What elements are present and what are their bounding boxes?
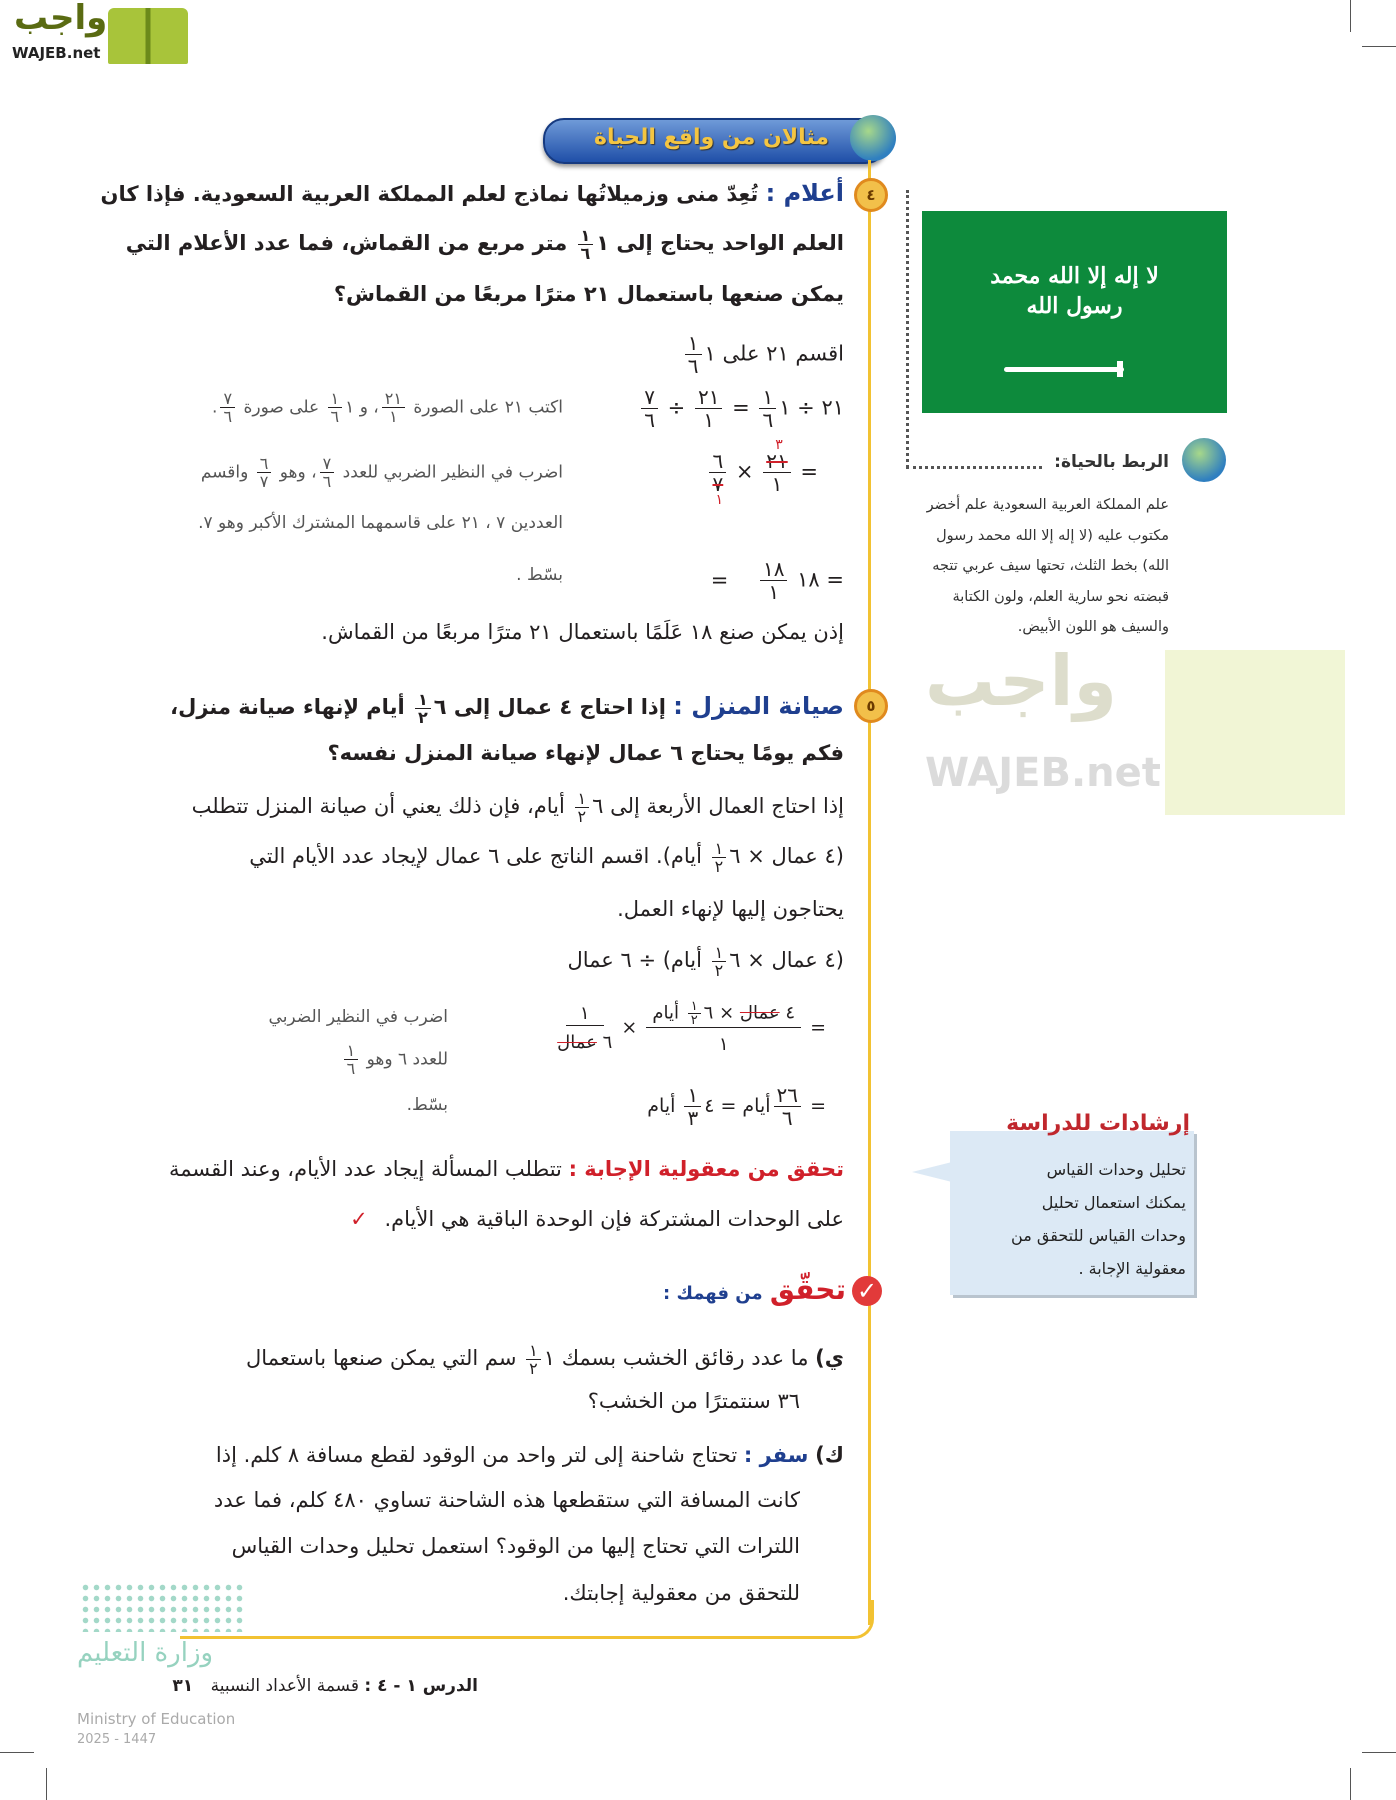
operator: ÷: [667, 395, 686, 420]
checkmark-icon: ✓: [350, 1207, 368, 1231]
example-4-line-2: [126, 225, 844, 262]
text-line: مكتوب عليه (لا إله إلا الله محمد رسول: [936, 527, 1169, 544]
text-line: تحليل وحدات القياس: [1046, 1160, 1186, 1179]
denominator: [557, 1032, 612, 1054]
operator: ×: [621, 1016, 638, 1039]
globe-icon: [1182, 438, 1226, 482]
globe-icon: [850, 115, 896, 161]
whole: ٦: [729, 844, 741, 868]
text: ، وهو: [279, 462, 317, 483]
text: متر مربع من القماش، فما عدد الأعلام التي: [125, 231, 568, 255]
banner-title: مثالان من واقع الحياة: [594, 125, 829, 150]
numerator: ٢٦: [774, 1084, 801, 1107]
callout-pointer: [912, 1162, 952, 1182]
text: واقسم: [200, 462, 249, 483]
sword-icon: [1004, 367, 1124, 372]
text: إذا احتاج ٤ عمال إلى: [453, 695, 666, 719]
denominator: ١: [703, 408, 715, 432]
text: (٤ عمال ×: [747, 844, 844, 868]
explanation-line: [192, 788, 844, 825]
term: ٦: [602, 1031, 613, 1053]
numerator: ١: [688, 1000, 701, 1014]
item-label: ي): [815, 1346, 844, 1370]
equals: =: [800, 459, 818, 484]
text: (٤ عمال ×: [747, 948, 844, 972]
example-4-line-3: يمكن صنعها باستعمال ٢١ مترًا مربعًا من القماش؟: [333, 282, 844, 306]
whole: ٦: [729, 948, 741, 972]
example-number-badge: ٤: [854, 178, 888, 212]
denominator: ١: [768, 580, 780, 604]
watermark-text-en: WAJEB.net: [925, 750, 1161, 796]
example-5-line-2: فكم يومًا يحتاج ٦ عمال لإنهاء صيانة المنزل نفسه؟: [327, 741, 844, 765]
conclusion: إذن يمكن صنع ١٨ عَلَمًا باستعمال ٢١ مترًا مربعًا من القماش.: [321, 620, 844, 644]
explanation-line: [249, 838, 844, 875]
numerator: ١: [415, 691, 431, 709]
text-line: معقولية الإجابة .: [1078, 1259, 1186, 1278]
fraction: [257, 455, 272, 490]
equation-row-3: [711, 558, 844, 603]
numerator: ١: [344, 1042, 359, 1060]
term: ٤: [785, 1002, 796, 1024]
cancel-result: ١: [715, 492, 724, 508]
denominator: ٢: [529, 1358, 538, 1378]
text: أيام =: [720, 1095, 771, 1117]
flag-shahada: لا إله إلا الله محمد رسول الله: [990, 263, 1159, 319]
denominator: ٦: [223, 407, 233, 426]
whole: ١: [596, 231, 610, 255]
text: .: [212, 397, 218, 418]
fraction: [712, 840, 727, 875]
text: أيام، فإن ذلك يعني أن صيانة المنزل تتطلب: [191, 794, 565, 818]
text: تتطلب المسألة إيجاد عدد الأيام، وعند القسمة: [168, 1157, 562, 1181]
section-rule-bottom: [820, 1600, 874, 1639]
numerator: ١: [578, 227, 594, 245]
whole: ٦: [433, 695, 447, 719]
denominator: ١: [771, 472, 783, 496]
whole: ١: [779, 395, 791, 420]
section-rule-bottom-line: [180, 1636, 830, 1639]
operator: ×: [719, 1002, 735, 1024]
text-line: وحدات القياس للتحقق من: [1011, 1226, 1186, 1245]
numerator: ٢١: [695, 386, 722, 409]
numerator: ١: [328, 390, 343, 408]
equation-row-1: [638, 386, 844, 431]
fraction: [578, 227, 594, 262]
example-number-badge: ٥: [854, 689, 888, 723]
text: ، و: [359, 397, 379, 418]
step-note: بسّط .: [516, 565, 563, 585]
example-label: أعلام :: [765, 179, 844, 207]
denominator: ١: [718, 1034, 729, 1055]
denominator: ٢: [690, 1013, 698, 1028]
denominator: ٦: [346, 1059, 356, 1078]
lesson-number: الدرس ١ - ٤ :: [364, 1676, 478, 1696]
watermark: [915, 640, 1365, 820]
text-line: علم المملكة العربية السعودية علم أخضر: [926, 497, 1169, 513]
practice-k-line-2: كانت المسافة التي ستقطعها هذه الشاحنة تساوي ٤٨٠ كلم، فما عدد: [213, 1488, 800, 1512]
check-understanding-heading: [663, 1272, 846, 1312]
ministry-name-ar: وزارة التعليم: [77, 1638, 214, 1668]
fraction: [688, 1000, 701, 1027]
item-label: ك): [815, 1443, 844, 1467]
denominator: ٢: [577, 806, 587, 826]
equation-row-2: [647, 1084, 826, 1129]
whole: ١: [543, 1346, 556, 1370]
unit: أيام: [652, 1002, 679, 1024]
denominator: ٦: [762, 408, 774, 432]
numerator: ١: [685, 332, 702, 355]
watermark-book-icon: [1165, 650, 1345, 815]
text: على صورة: [243, 397, 320, 418]
fraction: [760, 558, 787, 603]
dotted-connector: [906, 466, 1042, 469]
whole: ١: [345, 397, 355, 418]
fraction: [557, 1003, 612, 1054]
crop-mark: [1350, 0, 1351, 32]
denominator: ٦: [580, 243, 591, 263]
example-5-line-1: [170, 688, 844, 726]
fraction: [526, 1342, 541, 1377]
practice-k-line-4: للتحقق من معقولية إجابتك.: [562, 1581, 800, 1605]
whole: ٤: [704, 1095, 715, 1117]
step-note: [201, 455, 563, 490]
practice-k-line-3: اللترات التي تحتاج إليها من الوقود؟ استعمل تحليل وحدات القياس: [231, 1534, 800, 1558]
check-answer-line-1: [169, 1151, 844, 1187]
numerator: ١: [566, 1003, 604, 1026]
step-note: بسّط.: [406, 1095, 448, 1115]
fraction: [685, 332, 702, 377]
page-number: ٣١: [172, 1676, 194, 1696]
denominator: ٢: [714, 856, 724, 876]
expression-line: [567, 942, 844, 979]
fraction: [382, 390, 405, 425]
text: ما عدد رقائق الخشب بسمك: [561, 1346, 809, 1370]
section-banner: [543, 118, 887, 164]
practice-y-line-2: ٣٦ سنتمترًا من الخشب؟: [587, 1389, 800, 1413]
operator: ×: [735, 459, 754, 484]
fraction: [415, 691, 431, 726]
dotted-connector: [906, 190, 909, 468]
ministry-year: 2025 - 1447: [77, 1732, 157, 1747]
denominator: ٦: [687, 354, 699, 378]
equals: =: [732, 395, 750, 420]
text: أيام). اقسم الناتج على ٦ عمال لإيجاد عدد الأيام التي: [249, 844, 702, 868]
text-line: الله) بخط الثلث، تحتها سيف عربي تتجه: [932, 558, 1169, 574]
numerator: ١: [526, 1342, 541, 1360]
text: اكتب ٢١ على الصورة: [413, 397, 563, 418]
numerator: ٧: [320, 455, 335, 473]
step-note: العددين ٧ ، ٢١ على قاسمهما المشترك الأكبر وهو ٧.: [198, 513, 563, 533]
explanation-line: يحتاجون إليها لإنهاء العمل.: [617, 897, 844, 921]
crop-mark: [1350, 1768, 1351, 1800]
fraction: [774, 1084, 801, 1129]
result: = ١٨: [797, 567, 844, 592]
text: أيام) ÷ ٦ عمال: [567, 948, 702, 972]
whole: ١: [704, 341, 716, 366]
numerator: ١: [759, 386, 776, 409]
practice-y-line-1: [246, 1340, 844, 1377]
heading-main: تحقّق: [769, 1273, 846, 1306]
text: على الوحدات المشتركة فإن الوحدة الباقية هي الأيام.: [384, 1207, 844, 1231]
fraction: [641, 386, 658, 431]
numerator: ١: [575, 790, 590, 808]
whole: ٦: [703, 1002, 714, 1024]
denominator: ٦: [322, 472, 332, 491]
text: أيام لإنهاء صيانة منزل،: [170, 695, 405, 719]
practice-k-line-1: [216, 1437, 844, 1473]
study-tips-box: [950, 1111, 1194, 1295]
denominator: ٦: [330, 407, 340, 426]
step-note: اضرب في النظير الضربي: [268, 1007, 448, 1027]
cancelled-unit: عمال: [739, 1002, 780, 1024]
text: إذا احتاج العمال الأربعة إلى: [610, 794, 844, 818]
numerator: ٦: [709, 450, 726, 473]
check-answer-label: تحقق من معقولية الإجابة :: [568, 1157, 844, 1181]
cancel-result: ٣: [775, 437, 783, 453]
logo-text-en: WAJEB.net: [12, 44, 101, 62]
crop-mark: [1362, 46, 1396, 47]
check-answer-line-2: [350, 1201, 844, 1237]
numerator: ١٨: [760, 558, 787, 581]
lesson-title: قسمة الأعداد النسبية: [210, 1676, 359, 1696]
equation-row-1: [554, 1000, 826, 1056]
ministry-name-en: Ministry of Education: [77, 1710, 236, 1728]
fraction: [763, 437, 790, 496]
example-label: صيانة المنزل :: [673, 692, 844, 720]
text-line: يمكنك استعمال تحليل: [1041, 1193, 1186, 1212]
numerator: ١: [684, 1084, 701, 1107]
denominator: ٦: [781, 1106, 793, 1130]
fraction: [709, 449, 726, 508]
text: سم التي يمكن صنعها باستعمال: [246, 1346, 517, 1370]
text: للعدد ٦ وهو: [366, 1049, 448, 1070]
fraction: [575, 790, 590, 825]
denominator: ٧: [712, 472, 724, 496]
text-line: والسيف هو اللون الأبيض.: [1017, 619, 1169, 635]
fraction: [695, 386, 722, 431]
fraction: [320, 455, 335, 490]
numerator: ٢١: [382, 390, 405, 408]
denominator: ١: [389, 407, 398, 426]
numerator: ٧: [220, 390, 235, 408]
denominator: ٦: [644, 408, 655, 432]
text: تحتاج شاحنة إلى لتر واحد من الوقود لقطع مسافة ٨ كلم. إذا: [215, 1443, 738, 1467]
unit: أيام: [647, 1095, 676, 1117]
fraction: [328, 390, 343, 425]
text: العلم الواحد يحتاج إلى: [616, 231, 844, 255]
footer: [172, 1676, 478, 1696]
equation-row-2: [706, 437, 818, 508]
denominator: ٢: [417, 707, 428, 727]
term: ٢١ ÷: [797, 395, 844, 420]
step-note: [212, 390, 563, 425]
step-note: [341, 1042, 448, 1077]
equals: =: [810, 1016, 826, 1039]
denominator: ٣: [687, 1106, 699, 1130]
crop-mark: [1362, 1752, 1396, 1753]
fraction: [220, 390, 235, 425]
whole: ٦: [592, 794, 604, 818]
life-connection-text: [927, 490, 1169, 643]
equals: =: [710, 567, 729, 592]
fraction: [344, 1042, 359, 1077]
cancelled-unit: عمال: [557, 1031, 597, 1053]
topic-label: سفر :: [743, 1443, 809, 1467]
crop-mark: [0, 1752, 34, 1753]
text: اضرب في النظير الضربي للعدد: [342, 462, 563, 483]
denominator: ٢: [714, 960, 724, 980]
text: اقسم ٢١ على: [722, 341, 844, 366]
numerator: [646, 1000, 801, 1028]
section-rule: [868, 160, 871, 1625]
text-line: قبضته نحو سارية العلم، ولون الكتابة: [952, 588, 1169, 605]
fraction: [646, 1000, 801, 1056]
example-4-line-1: [101, 175, 844, 212]
fraction: [712, 944, 727, 979]
numerator: ٦: [257, 455, 272, 473]
checkmark-badge-icon: ✓: [852, 1276, 882, 1306]
numerator: ١: [712, 840, 727, 858]
fraction: [684, 1084, 701, 1129]
numerator: ٢١: [763, 450, 790, 473]
equals: =: [810, 1095, 826, 1117]
numerator: ٧: [641, 386, 658, 409]
step-instruction: [682, 332, 844, 377]
watermark-text-ar: واجب: [925, 640, 1118, 722]
crop-mark: [46, 1768, 47, 1800]
study-tips-title: إرشادات للدراسة: [1006, 1111, 1190, 1136]
wajeb-logo[interactable]: [8, 0, 190, 66]
text: تُعِدّ منى وزميلاتُها نماذج لعلم المملكة العربية السعودية. فإذا كان: [100, 182, 759, 206]
numerator: ١: [712, 944, 727, 962]
denominator: ٧: [259, 472, 269, 491]
book-icon: [108, 8, 188, 64]
logo-text-ar: واجب: [14, 0, 108, 38]
ministry-dots-icon: [80, 1582, 245, 1632]
heading-sub: من فهمك :: [663, 1283, 763, 1304]
study-tips-text: [1011, 1153, 1186, 1285]
life-connection-title: الربط بالحياة:: [1054, 452, 1169, 472]
fraction: [759, 386, 776, 431]
saudi-flag-image: [922, 211, 1227, 413]
sword-hilt: [1117, 361, 1123, 377]
